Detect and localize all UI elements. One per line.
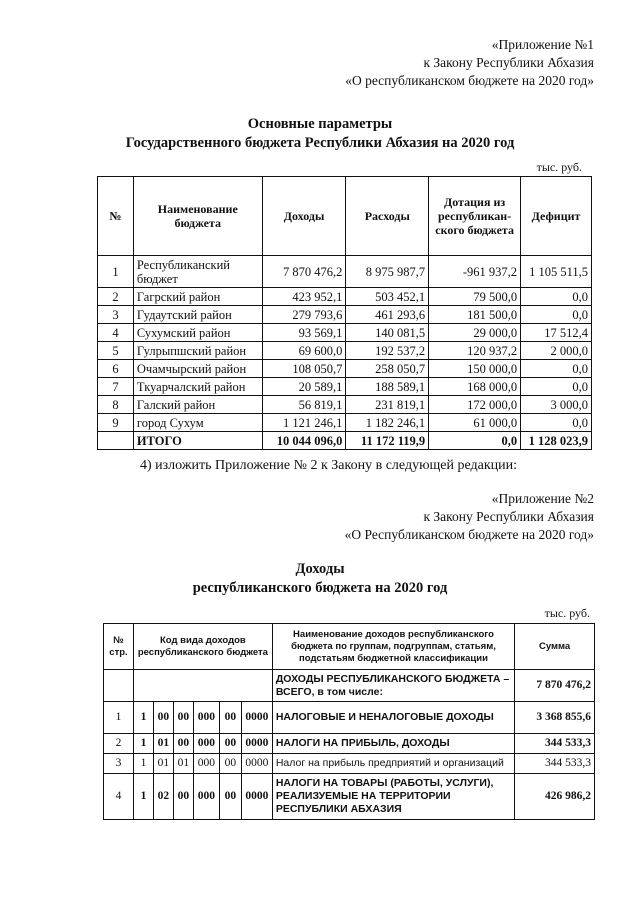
code-part: 1: [133, 774, 153, 820]
row-number: 5: [98, 342, 134, 360]
row-name: Гагрский район: [133, 288, 262, 306]
title1: [0, 115, 640, 153]
row-number: 1: [104, 702, 134, 734]
header-number: №: [98, 177, 134, 256]
row-sum: 7 870 476,2: [515, 670, 595, 702]
unit1-label: тыс. руб.: [536, 160, 582, 174]
row-grant: 172 000,0: [429, 396, 521, 414]
revenue-table: [103, 623, 595, 820]
row-expense: 258 050,7: [346, 360, 429, 378]
row-grant: 168 000,0: [429, 378, 521, 396]
row-name: Галский район: [133, 396, 262, 414]
table-row: [98, 324, 592, 342]
row-income: 7 870 476,2: [262, 256, 346, 288]
code-part: 00: [173, 734, 193, 754]
total-deficit: 1 128 023,9: [521, 432, 592, 450]
title1-line1: Основные параметры: [247, 116, 393, 132]
code-part: 000: [193, 754, 219, 774]
code-part: 000: [193, 734, 219, 754]
header-grant: Дотация из республикан-ского бюджета: [429, 177, 521, 256]
row-sum: 344 533,3: [515, 734, 595, 754]
code-part: 0000: [241, 734, 272, 754]
row-number: 4: [98, 324, 134, 342]
row-number: 7: [98, 378, 134, 396]
header-sum: Сумма: [515, 624, 595, 670]
row-expense: 461 293,6: [346, 306, 429, 324]
row-grant: 120 937,2: [429, 342, 521, 360]
code-part: 1: [133, 702, 153, 734]
code-part: 0000: [241, 774, 272, 820]
code-part: 00: [173, 774, 193, 820]
row-number: 6: [98, 360, 134, 378]
row-expense: 192 537,2: [346, 342, 429, 360]
row-grant: 79 500,0: [429, 288, 521, 306]
row-number: 4: [104, 774, 134, 820]
header-code: Код вида доходов республиканского бюджета: [133, 624, 272, 670]
row-name: Сухумский район: [133, 324, 262, 342]
row-name: Гулрыпшский район: [133, 342, 262, 360]
code-part: 00: [153, 702, 173, 734]
row-name: Гудаутский район: [133, 306, 262, 324]
row-sum: 426 986,2: [515, 774, 595, 820]
row-code: [133, 670, 272, 702]
row-name: Очамчырский район: [133, 360, 262, 378]
table-row: [104, 754, 595, 774]
code-part: 000: [193, 774, 219, 820]
table-row: [98, 342, 592, 360]
header-deficit: Дефицит: [521, 177, 592, 256]
row-expense: 188 589,1: [346, 378, 429, 396]
appendix1-line3: «О республиканском бюджете на 2020 год»: [345, 73, 594, 88]
header-row-number: № стр.: [104, 624, 134, 670]
appendix2-line2: к Закону Республики Абхазия: [423, 509, 594, 524]
row-expense: 231 819,1: [346, 396, 429, 414]
row-sum: 344 533,3: [515, 754, 595, 774]
title2-line1: Доходы: [295, 561, 345, 577]
unit2-label: тыс. руб.: [544, 606, 590, 620]
row-expense: 503 452,1: [346, 288, 429, 306]
code-part: 1: [133, 734, 153, 754]
code-part: 01: [153, 754, 173, 774]
row-name: город Сухум: [133, 414, 262, 432]
row-income: 69 600,0: [262, 342, 346, 360]
row-expense: 8 975 987,7: [346, 256, 429, 288]
row-deficit: 17 512,4: [521, 324, 592, 342]
row-name: Ткуарчалский район: [133, 378, 262, 396]
total-row: [98, 432, 592, 450]
code-part: 00: [219, 734, 241, 754]
row-income: 423 952,1: [262, 288, 346, 306]
header-expense: Расходы: [346, 177, 429, 256]
row-name: Налог на прибыль предприятий и организаций: [272, 754, 514, 774]
table-row: [98, 288, 592, 306]
row-number: 2: [104, 734, 134, 754]
code-part: 00: [173, 702, 193, 734]
row-deficit: 0,0: [521, 288, 592, 306]
row-deficit: 0,0: [521, 306, 592, 324]
code-part: 1: [133, 754, 153, 774]
table-row: [98, 256, 592, 288]
row-expense: 1 182 246,1: [346, 414, 429, 432]
appendix1-header: [345, 36, 594, 90]
title1-line2: Государственного бюджета Республики Абхазия на 2020 год: [125, 135, 515, 151]
code-part: 00: [219, 702, 241, 734]
row-number: 8: [98, 396, 134, 414]
appendix2-line3: «О Республиканском бюджете на 2020 год»: [344, 527, 594, 542]
code-part: 00: [219, 754, 241, 774]
table-row: [104, 670, 595, 702]
row-deficit: 0,0: [521, 378, 592, 396]
row-income: 108 050,7: [262, 360, 346, 378]
header-revenue-name: Наименование доходов республиканского бюджета по группам, подгруппам, статьям, подстатьям бюджетной классификации: [272, 624, 514, 670]
row-deficit: 0,0: [521, 414, 592, 432]
row-grant: 181 500,0: [429, 306, 521, 324]
row-income: 56 819,1: [262, 396, 346, 414]
row-name: НАЛОГОВЫЕ И НЕНАЛОГОВЫЕ ДОХОДЫ: [272, 702, 514, 734]
row-deficit: 3 000,0: [521, 396, 592, 414]
row-number: 2: [98, 288, 134, 306]
table-row: [98, 396, 592, 414]
code-part: 0000: [241, 754, 272, 774]
row-grant: 29 000,0: [429, 324, 521, 342]
budget-parameters-table: [97, 176, 592, 450]
row-number: 1: [98, 256, 134, 288]
code-part: 01: [173, 754, 193, 774]
row-income: 1 121 246,1: [262, 414, 346, 432]
table-row: [98, 360, 592, 378]
row-grant: -961 937,2: [429, 256, 521, 288]
row-name: ДОХОДЫ РЕСПУБЛИКАНСКОГО БЮДЖЕТА – ВСЕГО, в том числе:: [272, 670, 514, 702]
table-row: [104, 734, 595, 754]
appendix1-line2: к Закону Республики Абхазия: [423, 55, 594, 70]
row-number: 3: [104, 754, 134, 774]
header-income: Доходы: [262, 177, 346, 256]
row-sum: 3 368 855,6: [515, 702, 595, 734]
table-header-row: [98, 177, 592, 256]
table-row: [104, 774, 595, 820]
row-name: Республиканский бюджет: [133, 256, 262, 288]
title2-line2: республиканского бюджета на 2020 год: [192, 580, 448, 596]
table-row: [104, 702, 595, 734]
code-part: 02: [153, 774, 173, 820]
code-part: 0000: [241, 702, 272, 734]
appendix2-line1: «Приложение №2: [491, 491, 594, 506]
table-row: [98, 378, 592, 396]
total-grant: 0,0: [429, 432, 521, 450]
row-name: НАЛОГИ НА ПРИБЫЛЬ, ДОХОДЫ: [272, 734, 514, 754]
row-income: 93 569,1: [262, 324, 346, 342]
row-deficit: 1 105 511,5: [521, 256, 592, 288]
table-row: [98, 414, 592, 432]
row-name: НАЛОГИ НА ТОВАРЫ (РАБОТЫ, УСЛУГИ), РЕАЛИЗУЕМЫЕ НА ТЕРРИТОРИИ РЕСПУБЛИКИ АБХАЗИЯ: [272, 774, 514, 820]
row-deficit: 2 000,0: [521, 342, 592, 360]
row-deficit: 0,0: [521, 360, 592, 378]
row-income: 279 793,6: [262, 306, 346, 324]
appendix2-header: [345, 490, 594, 544]
total-expense: 11 172 119,9: [346, 432, 429, 450]
row-number: [104, 670, 134, 702]
row-income: 20 589,1: [262, 378, 346, 396]
row-number: 9: [98, 414, 134, 432]
code-part: 00: [219, 774, 241, 820]
title2: [0, 560, 640, 598]
header-budget-name: Наименование бюджета: [133, 177, 262, 256]
row-grant: 150 000,0: [429, 360, 521, 378]
total-label: ИТОГО: [133, 432, 262, 450]
instruction-text: 4) изложить Приложение № 2 к Закону в следующей редакции:: [140, 458, 518, 473]
appendix1-line1: «Приложение №1: [491, 37, 594, 52]
table-row: [98, 306, 592, 324]
row-grant: 61 000,0: [429, 414, 521, 432]
code-part: 000: [193, 702, 219, 734]
code-part: 01: [153, 734, 173, 754]
table-header-row: [104, 624, 595, 670]
row-number: 3: [98, 306, 134, 324]
row-expense: 140 081,5: [346, 324, 429, 342]
total-income: 10 044 096,0: [262, 432, 346, 450]
